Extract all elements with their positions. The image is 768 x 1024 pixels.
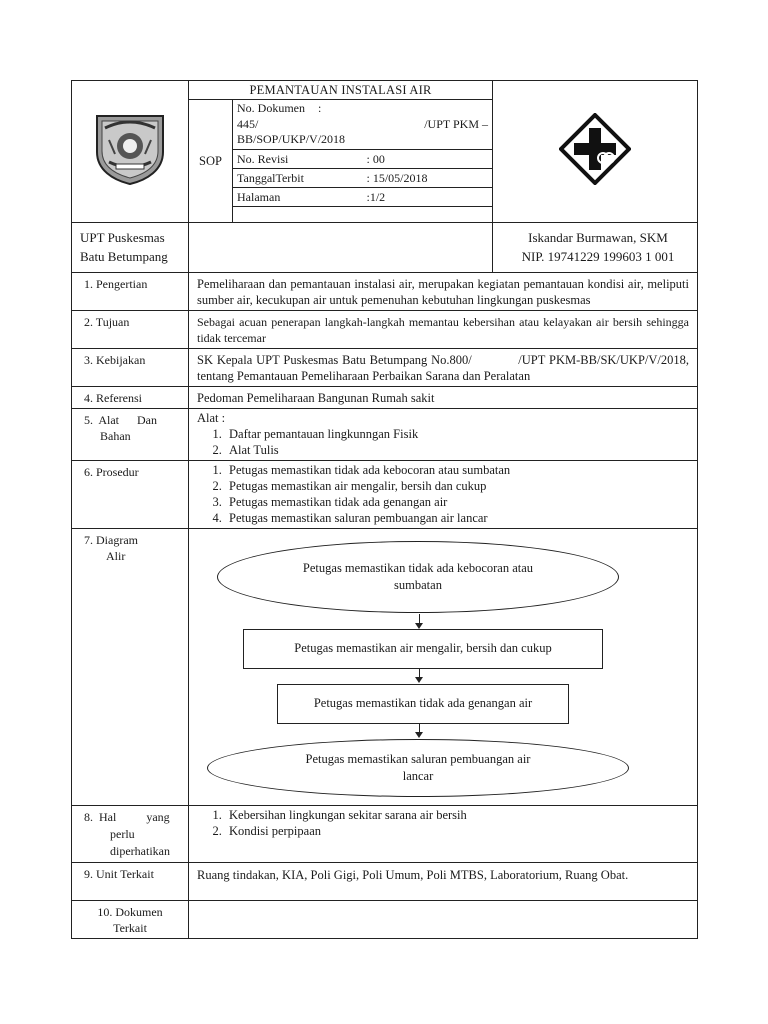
document-title: PEMANTAUAN INSTALASI AIR	[189, 81, 493, 100]
blank-info-row	[233, 206, 492, 222]
list-item: 2. Petugas memastikan air mengalir, bersih dan cukup	[225, 478, 689, 494]
tujuan-label: 2. Tujuan	[72, 310, 189, 348]
kebijakan-text: SK Kepala UPT Puskesmas Batu Betumpang No.800/ /UPT PKM-BB/SK/UKP/V/2018, tentang Pemantauan Pemeliharaan Perbaikan Sarana dan Peralatan	[189, 348, 698, 386]
sop-label: SOP	[189, 100, 233, 223]
flowchart-cell	[189, 528, 698, 805]
tujuan-text: Sebagai acuan penerapan langkah-langkah memantau kebersihan atau kelayakan air bersih sehingga tidak tercemar	[189, 310, 698, 348]
left-logo-cell	[72, 81, 189, 223]
perhatian-label-line-2: perlu	[110, 826, 135, 841]
doc-number-sep: :	[318, 101, 322, 115]
doc-number-part1: 445/	[237, 116, 259, 131]
alat-label-line-1: 5. Alat Dan	[84, 412, 157, 427]
pengertian-label: 1. Pengertian	[72, 272, 189, 310]
organization-line-1: UPT Puskesmas	[80, 229, 165, 245]
sop-table	[71, 80, 698, 939]
prosedur-content	[189, 460, 698, 528]
doc-number-part3: BB/SOP/UKP/V/2018	[237, 132, 346, 146]
arrowhead-icon	[415, 677, 423, 683]
doc-number-part2: /UPT PKM –	[424, 116, 488, 131]
doc-number-field	[233, 100, 492, 149]
alat-label	[72, 408, 189, 460]
page-value: :1/2	[363, 187, 493, 206]
perhatian-content	[189, 805, 698, 862]
dokumen-terkait-label	[72, 900, 189, 938]
alat-list	[197, 426, 689, 458]
dokumen-terkait-text	[189, 900, 698, 938]
list-item: 2. Alat Tulis	[225, 442, 689, 458]
puskesmas-logo-icon	[559, 113, 631, 185]
organization-cell	[72, 222, 189, 272]
flow-node-3: Petugas memastikan tidak ada genangan air	[277, 684, 569, 724]
list-item: 2. Kondisi perpipaan	[225, 823, 689, 839]
doc-number-label: No. Dokumen	[237, 101, 305, 115]
diagram-label	[72, 528, 189, 805]
sop-document	[71, 80, 697, 939]
arrowhead-icon	[415, 732, 423, 738]
perhatian-label	[72, 805, 189, 862]
issue-date-label: TanggalTerbit	[233, 168, 363, 187]
signatory-name: Iskandar Burmawan, SKM	[528, 229, 668, 245]
alat-heading: Alat :	[197, 410, 226, 425]
list-item: 1. Kebersihan lingkungan sekitar sarana air bersih	[225, 807, 689, 823]
page-label: Halaman	[233, 187, 363, 206]
diagram-label-line-1: 7. Diagram	[84, 532, 138, 547]
signatory-cell	[493, 222, 698, 272]
unit-terkait-text: Ruang tindakan, KIA, Poli Gigi, Poli Umum, Poli MTBS, Laboratorium, Ruang Obat.	[189, 862, 698, 900]
perhatian-label-line-1: 8. Hal yang	[84, 809, 170, 824]
flowchart	[189, 529, 697, 805]
list-item: 4. Petugas memastikan saluran pembuangan air lancar	[225, 510, 689, 526]
regional-seal-icon	[91, 112, 169, 186]
list-item: 1. Daftar pemantauan lingkunngan Fisik	[225, 426, 689, 442]
document-info-table	[233, 100, 492, 222]
referensi-text: Pedoman Pemeliharaan Bangunan Rumah sakit	[189, 386, 698, 408]
prosedur-label: 6. Prosedur	[72, 460, 189, 528]
blank-header-cell	[189, 222, 493, 272]
flow-node-start: Petugas memastikan tidak ada kebocoran atau sumbatan	[217, 541, 619, 613]
alat-label-line-2: Bahan	[100, 428, 131, 443]
document-info	[233, 100, 493, 223]
list-item: 1. Petugas memastikan tidak ada kebocoran atau sumbatan	[225, 462, 689, 478]
dokumen-label-line-2: Terkait	[113, 920, 147, 935]
flow-node-end: Petugas memastikan saluran pembuangan air lancar	[207, 739, 629, 797]
organization-line-2: Batu Betumpang	[80, 248, 168, 264]
signatory-nip: NIP. 19741229 199603 1 001	[521, 248, 675, 264]
issue-date-value: : 15/05/2018	[363, 168, 493, 187]
diagram-label-line-2: Alir	[106, 548, 126, 563]
pengertian-text: Pemeliharaan dan pemantauan instalasi air, merupakan kegiatan pemantauan kondisi air, meliputi sumber air, kecukupan air untuk pemenuhan kebutuhan lingkungan puskesmas	[189, 272, 698, 310]
dokumen-label-line-1: 10. Dokumen	[97, 904, 163, 919]
alat-content	[189, 408, 698, 460]
right-logo-cell	[493, 81, 698, 223]
unit-terkait-label: 9. Unit Terkait	[72, 862, 189, 900]
perhatian-list	[197, 807, 689, 839]
revision-value: : 00	[363, 149, 493, 168]
prosedur-list	[197, 462, 689, 526]
flow-node-2: Petugas memastikan air mengalir, bersih dan cukup	[243, 629, 603, 669]
referensi-label: 4. Referensi	[72, 386, 189, 408]
kebijakan-label: 3. Kebijakan	[72, 348, 189, 386]
list-item: 3. Petugas memastikan tidak ada genangan air	[225, 494, 689, 510]
revision-label: No. Revisi	[233, 149, 363, 168]
perhatian-label-line-3: diperhatikan	[110, 843, 170, 858]
